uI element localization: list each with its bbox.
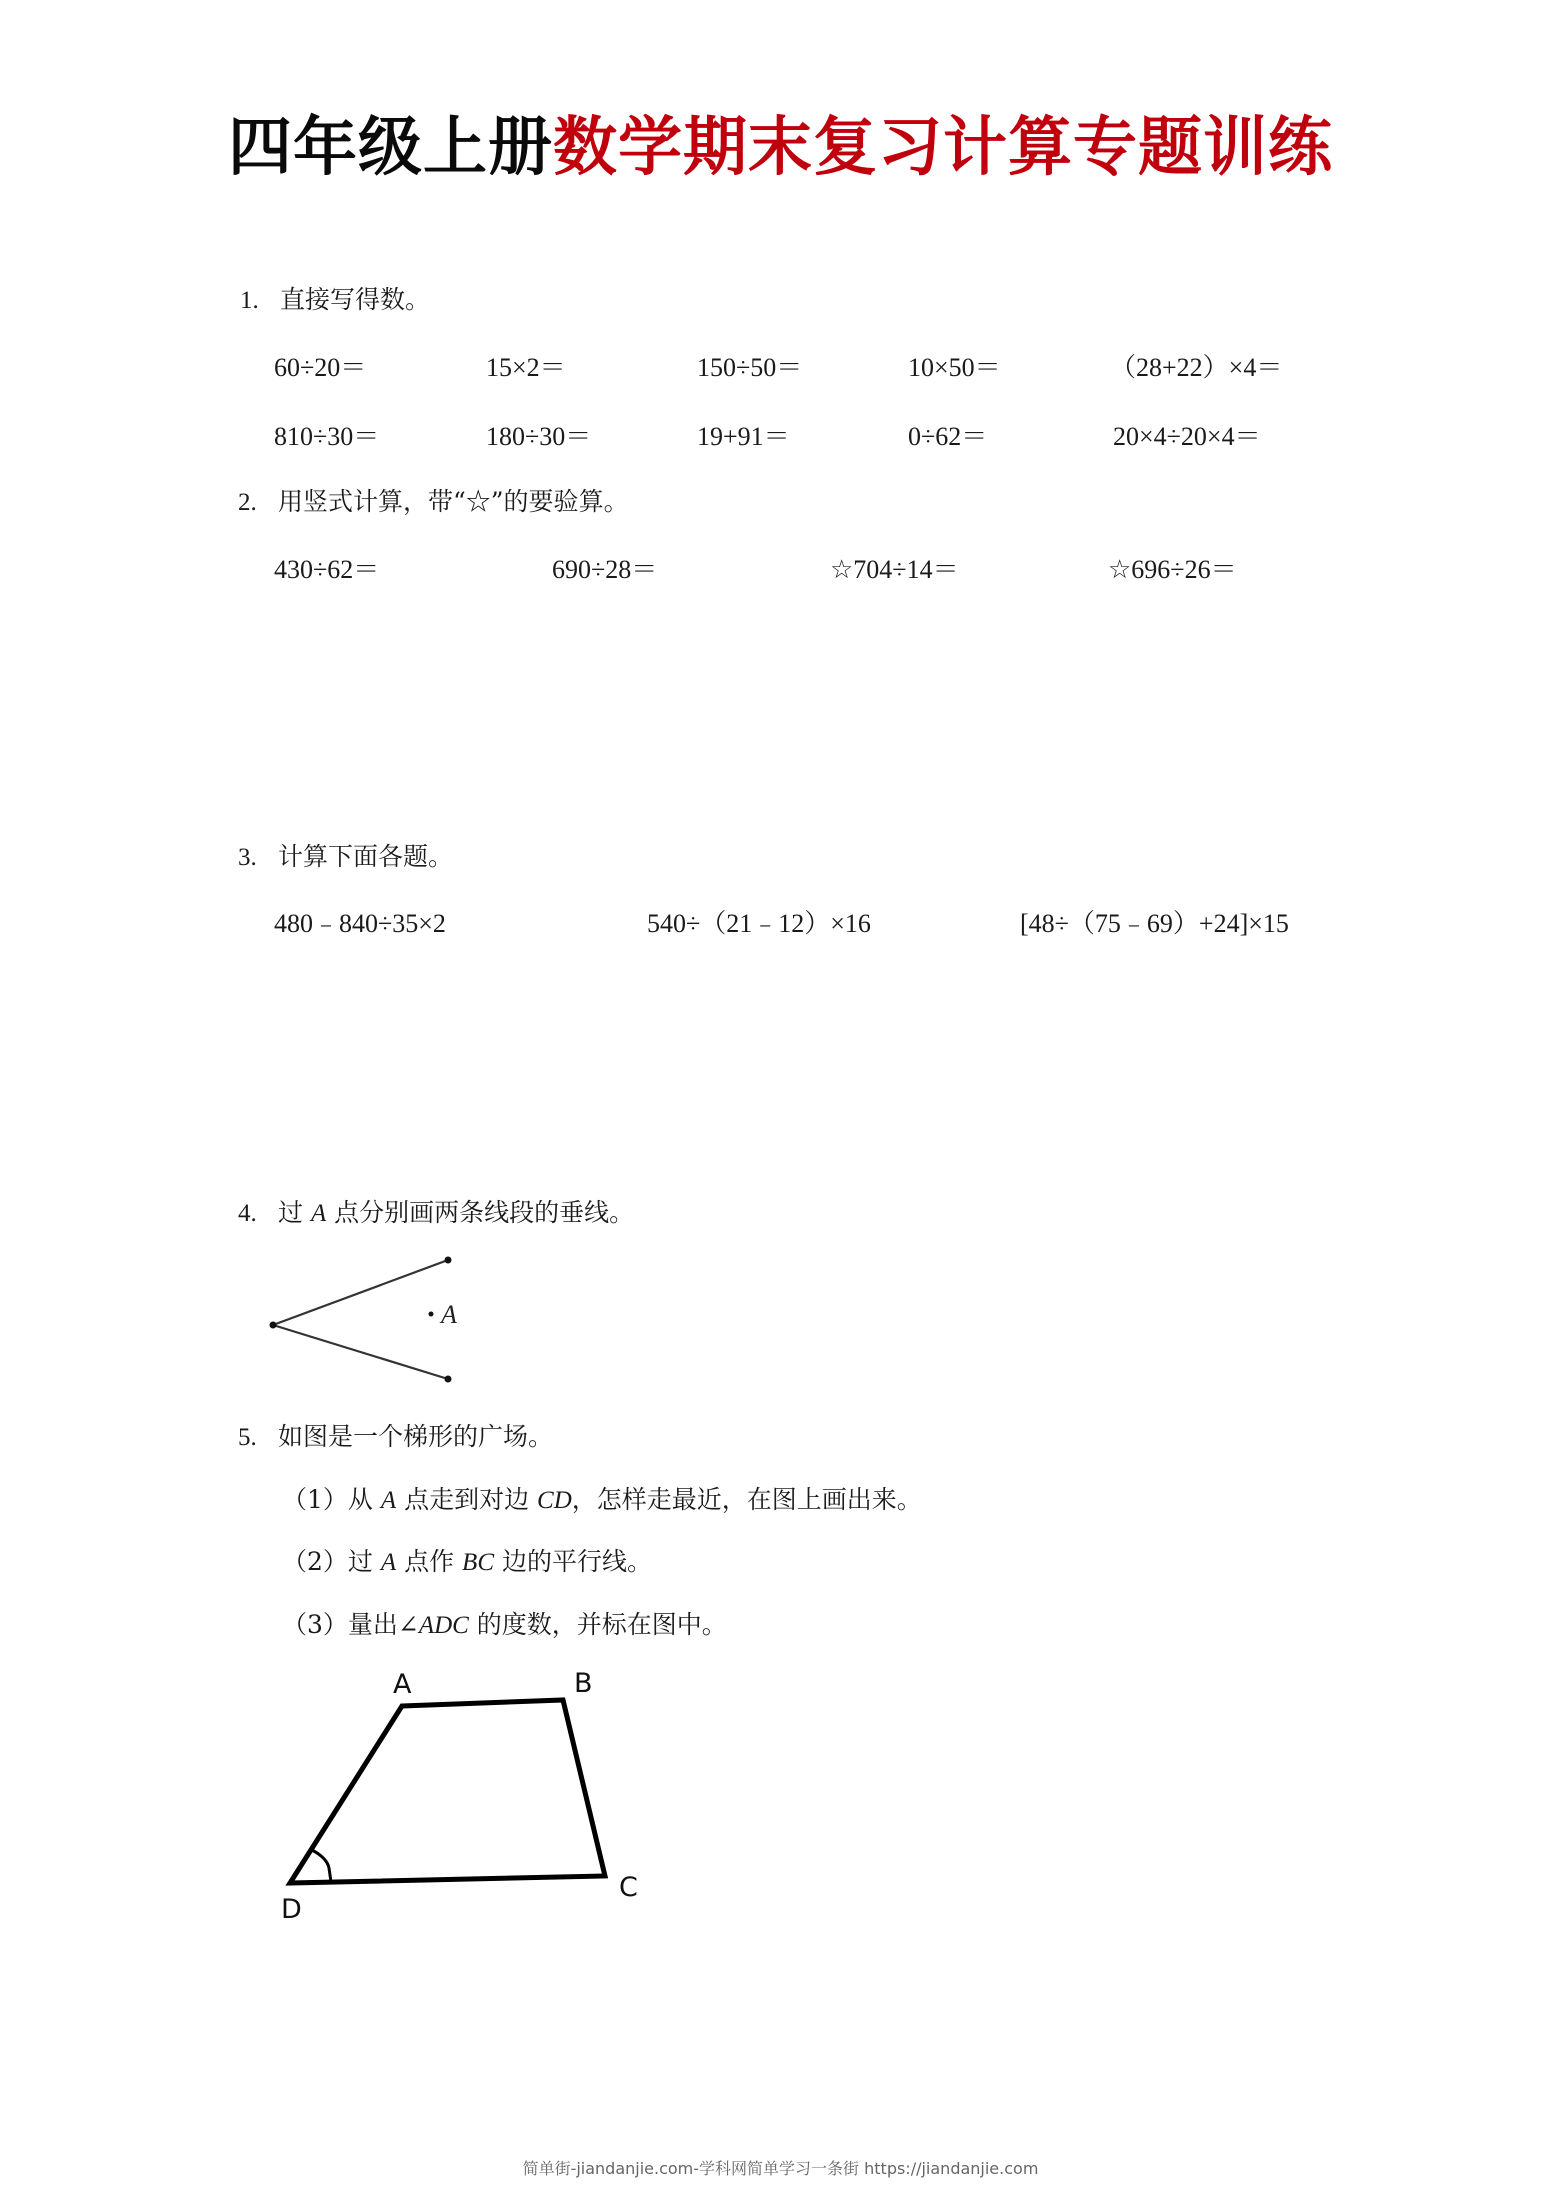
q1-item: 15×2＝ [486, 353, 566, 382]
vertex-label-d: D [281, 1894, 302, 1925]
q3-prompt: 计算下面各题。 [278, 842, 454, 871]
sub-var: CD [537, 1487, 572, 1514]
sub-text: 点作 [396, 1547, 463, 1576]
q1-number: 1. [240, 287, 259, 314]
q1-item: 20×4÷20×4＝ [1113, 422, 1261, 451]
q2-prompt: 用竖式计算，带“☆”的要验算。 [278, 487, 629, 516]
sub-var: BC [462, 1549, 494, 1576]
q4-point-var: A [310, 1200, 327, 1227]
q3-item: 540÷（21﹣12）×16 [647, 909, 871, 938]
q2-item: 430÷62＝ [274, 555, 380, 584]
sub-text: 边的平行线。 [494, 1547, 652, 1576]
q1-item: （28+22）×4＝ [1110, 353, 1283, 382]
q2-item: ☆696÷26＝ [1108, 555, 1237, 584]
q2-number: 2. [238, 489, 257, 516]
q4-prompt-text: 点分别画两条线段的垂线。 [326, 1198, 635, 1227]
q1-item: 150÷50＝ [697, 353, 803, 382]
sub-var: ADC [418, 1612, 469, 1639]
point-a-label: A [441, 1300, 457, 1329]
vertex-label-a: A [393, 1669, 412, 1700]
q2-item: ☆704÷14＝ [830, 555, 959, 584]
q1-item: 0÷62＝ [908, 422, 988, 451]
sub-text: （2）过 [282, 1547, 381, 1576]
title-grade: 四年级上册 [228, 111, 553, 185]
q1-item: 60÷20＝ [274, 353, 367, 382]
trapezoid-shape [290, 1700, 605, 1883]
q1-item: 180÷30＝ [486, 422, 592, 451]
q3-item: [48÷（75﹣69）+24]×15 [1020, 909, 1289, 938]
sub-text: 点走到对边 [396, 1485, 538, 1514]
sub-text: 的度数，并标在图中。 [468, 1610, 727, 1639]
vertex-label-b: B [574, 1668, 593, 1699]
angle-arc-icon [312, 1850, 331, 1882]
sub-text: （3）量出∠ [282, 1610, 419, 1639]
q5-number: 5. [238, 1424, 257, 1451]
q3-number: 3. [238, 844, 257, 871]
q3-item: 480﹣840÷35×2 [274, 909, 446, 938]
q1-item: 19+91＝ [697, 422, 790, 451]
sub-text: （1）从 [282, 1485, 381, 1514]
q1-item: 10×50＝ [908, 353, 1001, 382]
q5-prompt: 如图是一个梯形的广场。 [278, 1422, 554, 1451]
sub-var: A [380, 1549, 397, 1576]
page-footer: 简单街-jiandanjie.com-学科网简单学习一条街 https://jiandanjie.com [522, 2159, 1039, 2178]
q4-number: 4. [238, 1200, 257, 1227]
sub-var: A [380, 1487, 397, 1514]
vertex-label-c: C [619, 1872, 638, 1903]
q4-prompt-text: 过 [278, 1198, 311, 1227]
title-subject: 数学期末复习计算专题训练 [553, 111, 1333, 185]
q1-item: 810÷30＝ [274, 422, 380, 451]
q2-item: 690÷28＝ [552, 555, 658, 584]
q1-prompt: 直接写得数。 [280, 285, 431, 314]
sub-text: ，怎样走最近，在图上画出来。 [571, 1485, 922, 1514]
